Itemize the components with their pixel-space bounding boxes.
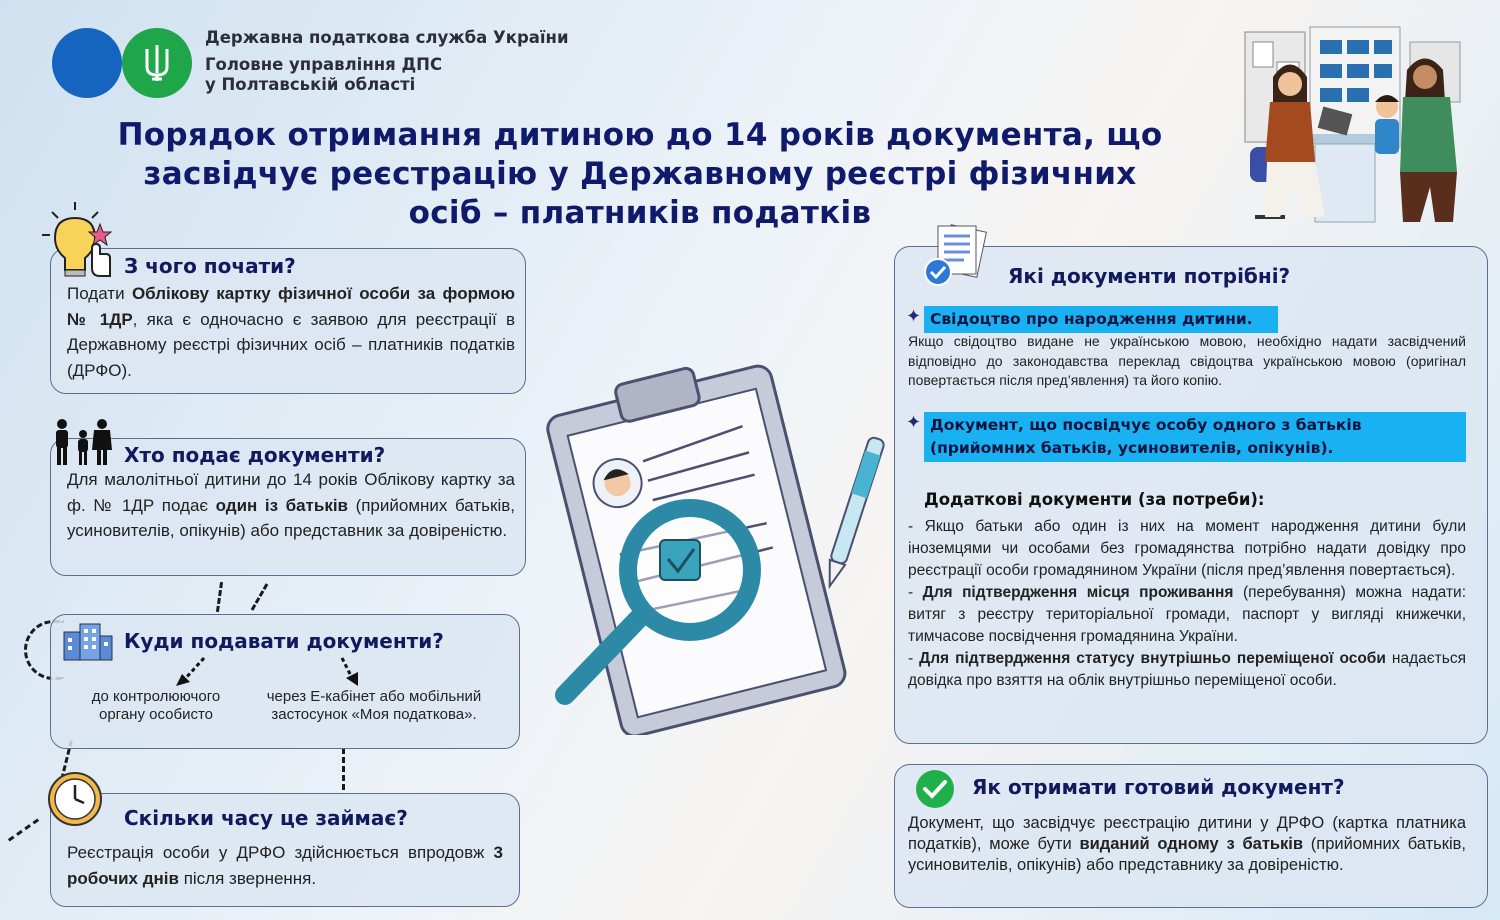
sparkle-icon: ✦: [906, 412, 922, 433]
where-heading: Куди подавати документи?: [124, 629, 444, 653]
docs-item1-note: Якщо свідоцтво видане не українською мовою, необхідно надати засвідчений відповідно до законодавства переклад свідоцтва українською мовою (оригінал повертається після пред’явлення) та його копію.: [908, 333, 1466, 388]
start-text: [67, 281, 515, 383]
docs-item-parent-id: [924, 412, 1466, 462]
dashed-path: [342, 748, 345, 790]
organization-name: [205, 28, 569, 95]
arrow-down-left-icon: [172, 656, 212, 688]
where-option-online: через Е-кабінет або мобільний застосунок «Моя податкова».: [266, 688, 482, 723]
docs-extra-item: [908, 648, 1466, 692]
title-line-3: осіб – платників податків: [408, 195, 872, 231]
who-text: [67, 467, 515, 544]
start-text-part: Подати: [67, 284, 132, 303]
get-text-part: Документ, що засвідчує реєстрацію дитини у ДРФО (картка платника податків), може бути: [908, 814, 1466, 853]
docs-extra-part: надається довідка про взяття на облік внутрішньо переміщеної особи.: [908, 650, 1466, 689]
docs-extra-item: - Якщо батьки або один із них на момент народження дитини були іноземцями чи особами без громадянства потрібно надати довідку про реєстрації особи громадянином України (після пред’явлення повертається).: [908, 518, 1466, 579]
docs-extra-heading: Додаткові документи (за потреби):: [924, 490, 1265, 509]
docs-extra-item: [908, 582, 1466, 648]
get-heading: Як отримати готовий документ?: [972, 775, 1345, 799]
get-text: [908, 813, 1466, 876]
time-text: [67, 840, 503, 891]
page-title: [40, 116, 1240, 233]
sparkle-icon: ✦: [906, 306, 922, 327]
time-text-part: після звернення.: [178, 868, 317, 888]
dashed-path: [216, 582, 223, 612]
get-text-part: (прийомних батьків, усиновителів, опікунів) або представнику за довіреністю.: [908, 835, 1466, 874]
who-heading: Хто подає документи?: [124, 443, 386, 467]
title-line-1: Порядок отримання дитиною до 14 років документа, що: [117, 117, 1163, 153]
docs-extra-bold: Для підтвердження місця проживання: [922, 584, 1234, 601]
dashed-path: [8, 818, 39, 841]
office-illustration: [1235, 22, 1475, 227]
docs-extra-list: [908, 516, 1466, 692]
docs-item2-line-2: (прийомних батьків, усиновителів, опікунів).: [930, 439, 1334, 457]
dps-logo-blue-circle: [52, 28, 122, 98]
start-text-bold: Облікову картку фізичної особи за формою № 1ДР: [67, 284, 515, 329]
docs-heading: Які документи потрібні?: [1008, 264, 1291, 288]
docs-extra-part: (перебування) можна надати: витяг з реєстру територіальної громади, паспорт у вигляді книжечки, тимчасове посвідчення громадянина України.: [908, 584, 1467, 645]
start-text-part: , яка є одночасно є заявою для реєстрації в Державному реєстрі фізичних осіб – платників податків (ДРФО).: [67, 309, 515, 380]
clipboard-illustration: [540, 355, 900, 735]
docs-item-birth-certificate: Свідоцтво про народження дитини.: [924, 306, 1278, 333]
docs-extra-part: -: [908, 584, 923, 601]
checkmark-circle-icon: [914, 768, 956, 810]
time-heading: Скільки часу це займає?: [124, 806, 408, 830]
who-text-part: Для малолітньої дитини до 14 років Облікову картку за ф. № 1ДР подає: [67, 470, 515, 515]
who-text-part: (прийомних батьків, усиновителів, опікунів) або представник за довіреністю.: [67, 495, 516, 540]
time-text-part: Реєстрація особи у ДРФО здійснюється впродовж: [67, 843, 494, 862]
family-icon: [52, 418, 114, 466]
docs-item2-line-1: Документ, що посвідчує особу одного з батьків: [930, 416, 1362, 434]
trident-icon: [142, 43, 172, 83]
org-line-2: Головне управління ДПС: [205, 55, 443, 74]
org-line-1: Державна податкова служба України: [205, 28, 569, 47]
lightbulb-icon: [40, 200, 120, 280]
time-text-bold: 3 робочих днів: [67, 843, 503, 888]
docs-extra-bold: Для підтвердження статусу внутрішньо переміщеної особи: [919, 650, 1386, 667]
dashed-path: [251, 583, 269, 610]
building-icon: [62, 622, 114, 662]
get-text-bold: виданий одному з батьків: [1079, 835, 1304, 853]
clock-icon: [46, 770, 104, 828]
trident-logo: [122, 28, 192, 98]
title-line-2: засвідчує реєстрацію у Державному реєстрі фізичних: [143, 156, 1137, 192]
docs-extra-part: -: [908, 650, 920, 667]
where-option-in-person: до контролюючого органу особисто: [91, 688, 221, 723]
start-heading: З чого почати?: [124, 254, 296, 278]
documents-check-icon: [920, 222, 996, 288]
arrow-down-right-icon: [336, 656, 366, 688]
org-line-3: у Полтавській області: [205, 75, 416, 94]
who-text-bold: один із батьків: [215, 495, 349, 515]
